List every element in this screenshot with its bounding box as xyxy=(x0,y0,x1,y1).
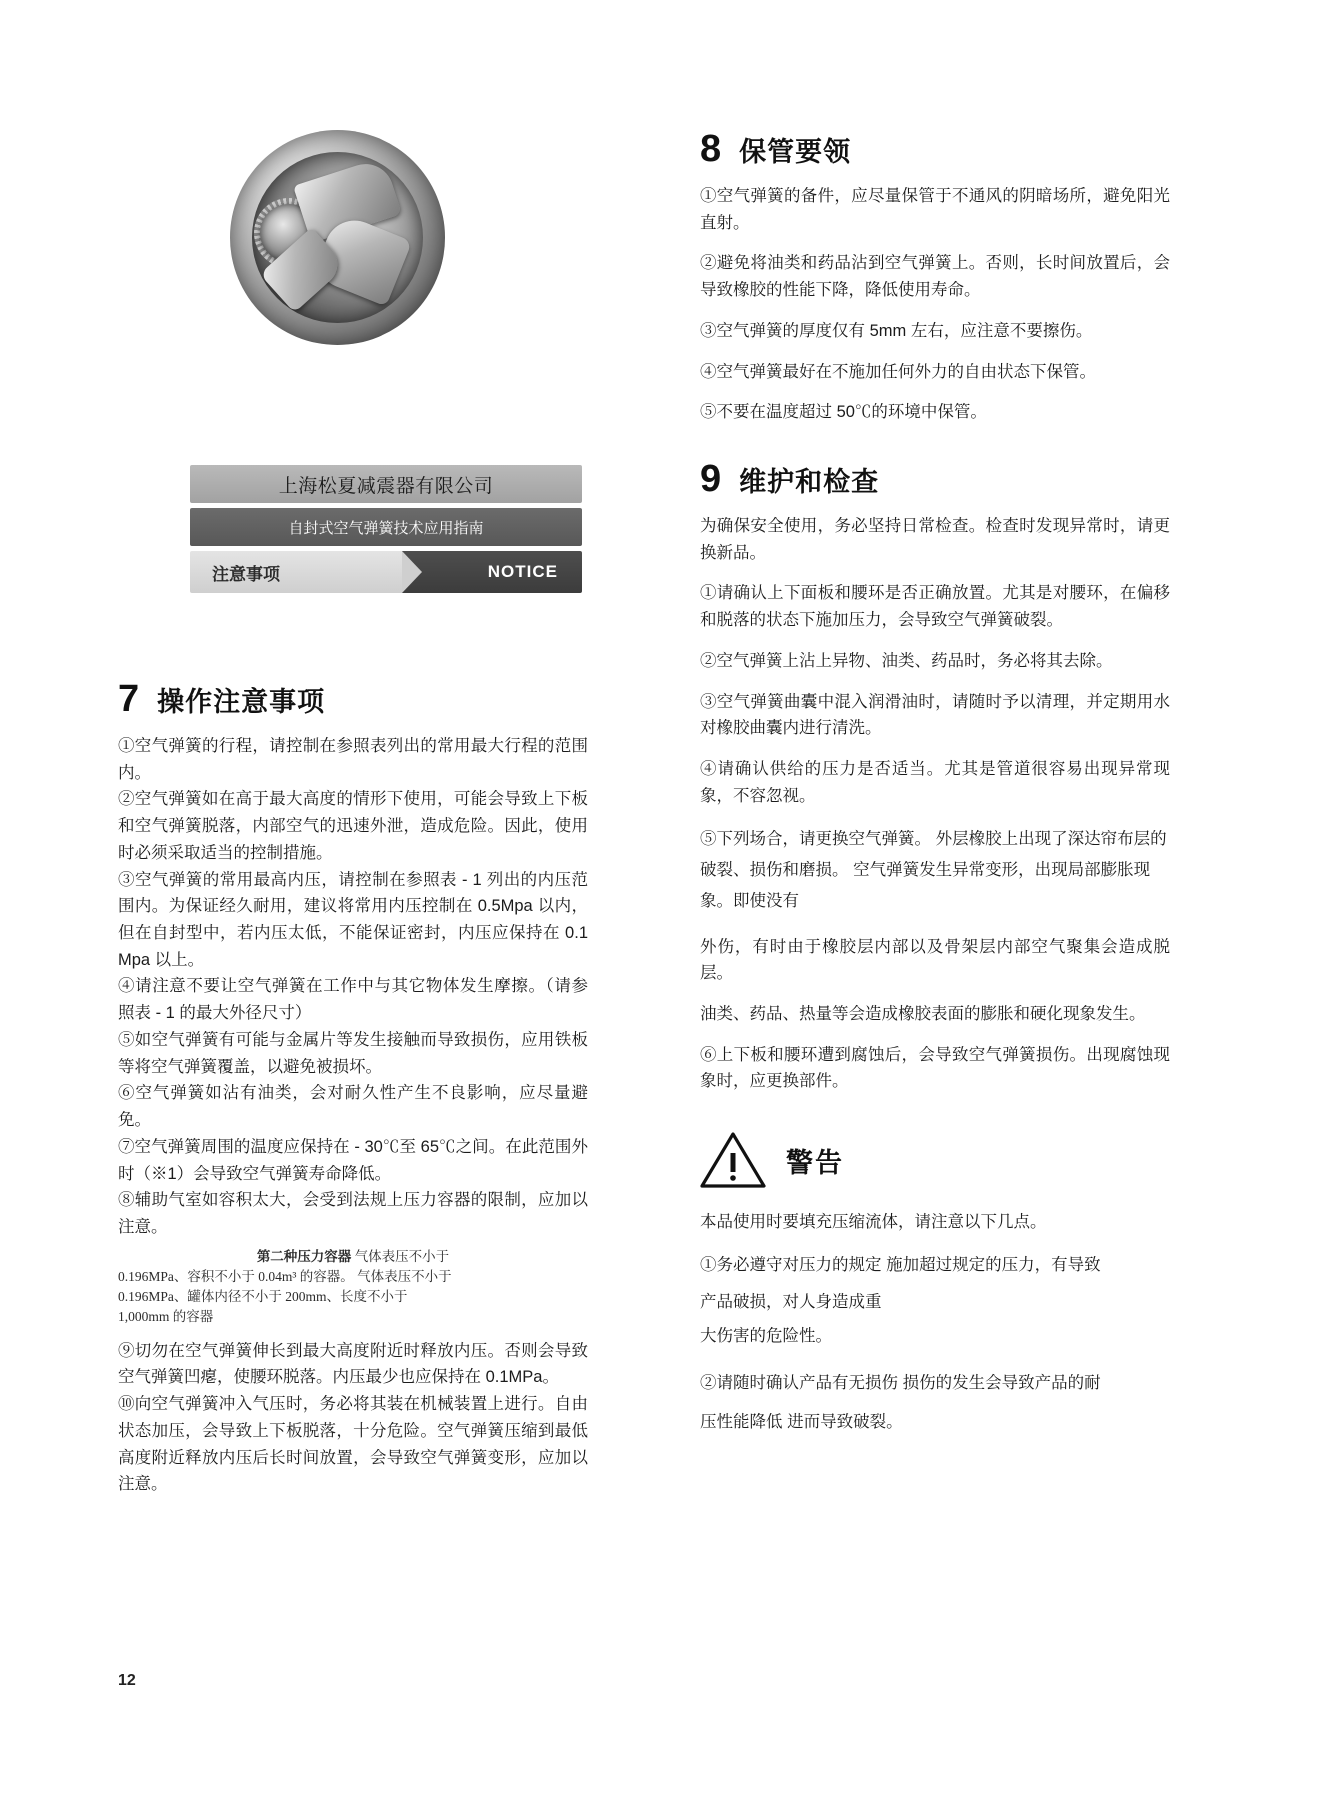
note-line-3: 0.196MPa、罐体内径不小于 200mm、长度不小于 xyxy=(118,1289,408,1305)
section-7-item-2: ②空气弹簧如在高于最大高度的情形下使用，可能会导致上下板和空气弹簧脱落，内部空气的迅速外泄，造成危险。因此，使用时必须采取适当的控制措施。 xyxy=(118,790,588,862)
section-8-item-2: ②避免将油类和药品沾到空气弹簧上。否则，长时间放置后，会导致橡胶的性能下降，降低使用寿命。 xyxy=(700,254,1170,300)
section-9-item-1: ①请确认上下面板和腰环是否正确放置。尤其是对腰环，在偏移和脱落的状态下施加压力，会导致空气弹簧破裂。 xyxy=(700,584,1170,630)
section-7-number: 7 xyxy=(118,678,140,720)
section-7-item-7: ⑦空气弹簧周围的温度应保持在 - 30℃至 65℃之间。在此范围外时（※1）会导致空气弹簧寿命降低。 xyxy=(118,1137,588,1183)
warning-item-1-cont: 产品破损，对人身造成重 xyxy=(700,1293,882,1312)
section-7-heading xyxy=(118,680,588,719)
warning-title: 警告 xyxy=(786,1147,844,1178)
note-term: 第二种压力容器 xyxy=(256,1248,352,1264)
section-9-number: 9 xyxy=(700,458,722,501)
section-8-title: 保管要领 xyxy=(739,137,852,167)
section-7-item-8: ⑧辅助气室如容积太大，会受到法规上压力容器的限制，应加以注意。 xyxy=(118,1191,588,1236)
section-9-item-2: ②空气弹簧上沾上异物、油类、药品时，务必将其去除。 xyxy=(700,651,1113,670)
section-9-item-3: ③空气弹簧曲囊中混入润滑油时，请随时予以清理，并定期用水对橡胶曲囊内进行清洗。 xyxy=(700,692,1170,738)
section-9-item-5-cont: 外伤，有时由于橡胶层内部以及骨架层内部空气聚集会造成脱层。 xyxy=(700,937,1170,983)
section-9-intro: 为确保安全使用，务必坚持日常检查。检查时发现异常时，请更换新品。 xyxy=(700,517,1170,562)
section-9-item-4: ④请确认供给的压力是否适当。尤其是管道很容易出现异常现象，不容忽视。 xyxy=(700,760,1170,805)
guide-subtitle-bar: 自封式空气弹簧技术应用指南 xyxy=(190,508,582,546)
notice-label-cn: 注意事项 xyxy=(190,551,402,593)
left-column xyxy=(118,680,588,1498)
note-line-4: 1,000mm 的容器 xyxy=(118,1309,214,1325)
section-7-item-10: ⑩向空气弹簧冲入气压时，务必将其装在机械装置上进行。自由状态加压，会导致上下板脱落，十分危险。空气弹簧压缩到最低高度附近释放内压后长时间放置，会导致空气弹簧变形，应加以注意。 xyxy=(118,1395,588,1494)
pressure-vessel-note xyxy=(118,1247,588,1328)
section-9-title: 维护和检查 xyxy=(739,467,880,498)
section-7-item-4: ④请注意不要让空气弹簧在工作中与其它物体发生摩擦。（请参照表 - 1 的最大外径尺寸） xyxy=(118,977,588,1023)
note-line-2: 0.196MPa、容积不小于 0.04m³ 的容器。 气体表压不小于 xyxy=(118,1268,452,1284)
photo-outer-ring xyxy=(230,130,445,345)
warning-heading xyxy=(700,1131,1170,1189)
section-8-item-3: ③空气弹簧的厚度仅有 5mm 左右，应注意不要擦伤。 xyxy=(700,321,1093,340)
product-photo xyxy=(120,125,450,405)
note-line-1 xyxy=(118,1247,588,1267)
section-7-item-6: ⑥空气弹簧如沾有油类，会对耐久性产生不良影响，应尽量避免。 xyxy=(118,1084,588,1130)
section-8-heading xyxy=(700,130,1170,169)
section-7-item-9: ⑨切勿在空气弹簧伸长到最大高度附近时释放内压。否则会导致空气弹簧凹瘪，使腰环脱落。内压最少也应保持在 0.1MPa。 xyxy=(118,1341,588,1387)
section-9-item-5-cont2: 油类、药品、热量等会造成橡胶表面的膨胀和硬化现象发生。 xyxy=(700,1004,1146,1023)
note-line-1-rest: 气体表压不小于 xyxy=(354,1248,450,1264)
section-7-item-3: ③空气弹簧的常用最高内压，请控制在参照表 - 1 列出的内压范围内。为保证经久耐用，建议将常用内压控制在 0.5Mpa 以内，但在自封型中，若内压太低，不能保证密封，内压应保持在 0.1 Mpa 以上。 xyxy=(118,870,588,969)
section-7-title: 操作注意事项 xyxy=(157,687,326,717)
section-8-item-4: ④空气弹簧最好在不施加任何外力的自由状态下保管。 xyxy=(700,362,1096,381)
right-column xyxy=(700,130,1170,1455)
warning-triangle-icon xyxy=(700,1131,766,1189)
section-7-item-1: ①空气弹簧的行程，请控制在参照表列出的常用最大行程的范围内。 xyxy=(118,737,588,782)
warning-item-2-cont: 压性能降低 进而导致破裂。 xyxy=(700,1413,903,1432)
section-9-item-5: ⑤下列场合，请更换空气弹簧。 外层橡胶上出现了深达帘布层的破裂、损伤和磨损。 空气弹簧发生异常变形，出现局部膨胀现象。即使没有 xyxy=(700,829,1167,911)
section-7-body xyxy=(118,733,588,1241)
section-7-body-2 xyxy=(118,1338,588,1498)
section-7-item-5: ⑤如空气弹簧有可能与金属片等发生接触而导致损伤，应用铁板等将空气弹簧覆盖，以避免被损坏。 xyxy=(118,1030,588,1076)
page-number: 12 xyxy=(118,1672,136,1689)
section-9-item-6: ⑥上下板和腰环遭到腐蚀后，会导致空气弹簧损伤。出现腐蚀现象时，应更换部件。 xyxy=(700,1045,1170,1091)
warning-item-2: ②请随时确认产品有无损伤 损伤的发生会导致产品的耐 xyxy=(700,1373,1101,1392)
section-9-heading xyxy=(700,460,1170,499)
warning-intro: 本品使用时要填充压缩流体，请注意以下几点。 xyxy=(700,1213,1047,1232)
photo-inner-view xyxy=(252,152,423,323)
company-bar: 上海松夏减震器有限公司 xyxy=(190,465,582,503)
notice-label-en: NOTICE xyxy=(402,551,582,593)
warning-item-1-cont2: 大伤害的危险性。 xyxy=(700,1326,832,1345)
section-8-item-1: ①空气弹簧的备件，应尽量保管于不通风的阴暗场所，避免阳光直射。 xyxy=(700,187,1170,232)
notice-bar xyxy=(190,551,582,593)
banner-group xyxy=(190,465,582,593)
warning-item-1: ①务必遵守对压力的规定 施加超过规定的压力，有导致 xyxy=(700,1255,1101,1274)
section-8-number: 8 xyxy=(700,128,722,170)
section-8-item-5: ⑤不要在温度超过 50℃的环境中保管。 xyxy=(700,403,987,422)
